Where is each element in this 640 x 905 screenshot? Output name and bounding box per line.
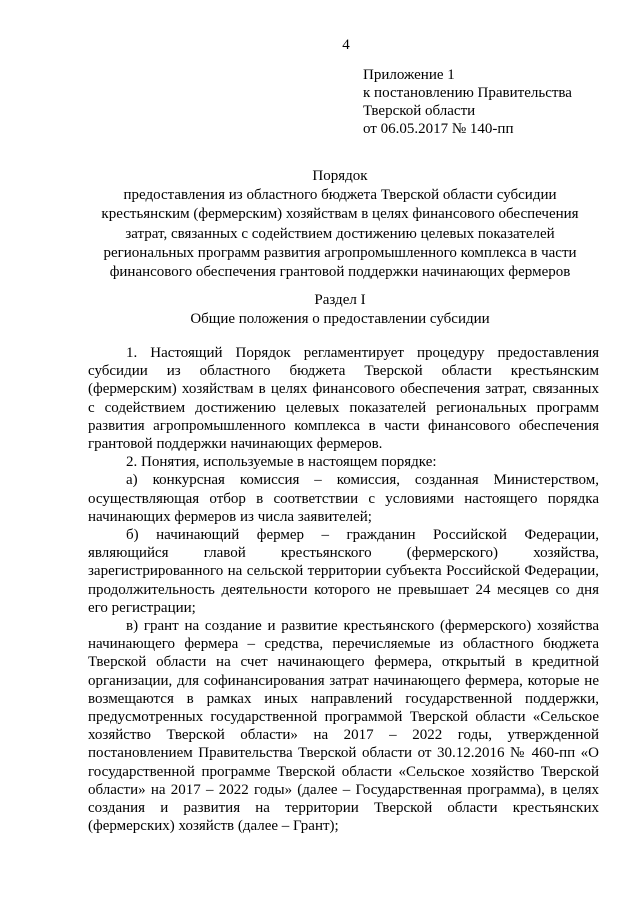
appendix-header — [363, 66, 623, 138]
appendix-line-2: к постановлению Правительства — [363, 85, 572, 101]
appendix-line-4: от 06.05.2017 № 140-пп — [363, 121, 514, 137]
document-title — [80, 167, 600, 282]
section-header — [80, 291, 600, 329]
page-number: 4 — [342, 37, 350, 53]
appendix-line-3: Тверской области — [363, 103, 476, 119]
paragraph-2v: в) грант на создание и развитие крестьянского (фермерского) хозяйства начинающего фермера – средства, перечисляемые из областного бюджета Тверской области на счет начинающего фермера, открытый в кредитной организации, для софинансирования затрат начинающего фермера, которые не возмещаются в рамках иных направлений государственной поддержки, предусмотренных государственной программой Тверской области «Сельское хозяйство Тверской области» на 2017 – 2022 годы, утвержденной постановлением Правительства Тверской области от 30.12.2016 № 460-пп «О государственной программе Тверской области «Сельское хозяйство Тверской области» на 2017 – 2022 годы» (далее – Государственная программа), в целях создания и развития на территории Тверской области крестьянских (фермерских) хозяйств (далее – Грант); — [88, 618, 599, 835]
paragraph-2: 2. Понятия, используемые в настоящем порядке: — [126, 454, 437, 471]
title-heading: Порядок — [312, 168, 368, 184]
paragraph-1: 1. Настоящий Порядок регламентирует процедуру предоставления субсидии из областного бюджета Тверской области крестьянским (фермерским) хозяйствам в целях финансового обеспечения затрат, связанных с содействием достижению целевых показателей региональных программ развития агропромышленного комплекса в части финансового обеспечения грантовой поддержки начинающих фермеров. — [88, 345, 599, 453]
section-label: Раздел I — [314, 292, 366, 308]
paragraph-2a: а) конкурсная комиссия – комиссия, созданная Министерством, осуществляющая отбор в соответствии с условиями настоящего порядка начинающих фермеров из числа заявителей; — [88, 472, 599, 525]
section-title: Общие положения о предоставлении субсидии — [190, 311, 490, 327]
document-body — [88, 344, 599, 835]
appendix-line-1: Приложение 1 — [363, 67, 455, 83]
paragraph-2b: б) начинающий фермер – гражданин Российской Федерации, являющийся главой крестьянского (фермерского) хозяйства, зарегистрированного на сельской территории субъекта Российской Федерации, продолжительность деятельности которого не превышает 24 месяцев со дня его регистрации; — [88, 527, 599, 616]
title-text: предоставления из областного бюджета Тверской области субсидии крестьянским (фермерским) хозяйствам в целях финансового обеспечения затрат, связанных с содействием достижению целевых показателей региональных программ развития агропромышленного комплекса в части финансового обеспечения грантовой поддержки начинающих фермеров — [101, 187, 579, 281]
